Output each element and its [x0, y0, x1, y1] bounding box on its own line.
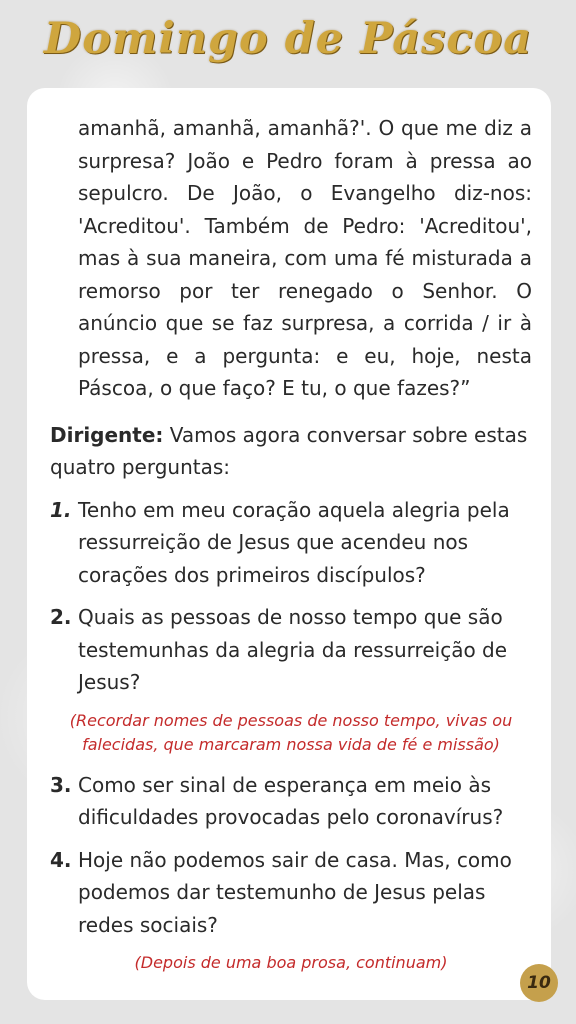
page-number-badge: 10 — [520, 964, 558, 1002]
leader-label: Dirigente: — [50, 422, 164, 447]
remember-note: (Recordar nomes de pessoas de nosso tempo, vivas ou falecidas, que marcaram nossa vida de fé e missão) — [69, 710, 513, 754]
leader-text: Vamos agora conversar sobre estas quatro perguntas: — [50, 422, 528, 479]
question-item-2 — [50, 601, 532, 699]
question-number: 1. — [50, 497, 72, 522]
question-text: Como ser sinal de esperança em meio às dificuldades provocadas pelo coronavírus? — [78, 772, 504, 829]
question-text: Quais as pessoas de nosso tempo que são testemunhas da alegria da ressurreição de Jesus? — [78, 605, 508, 694]
question-number: 2. — [50, 605, 72, 629]
question-text: Tenho em meu coração aquela alegria pela ressurreição de Jesus que acendeu nos corações dos primeiros discípulos? — [78, 497, 510, 587]
question-number: 4. — [50, 847, 72, 872]
after-note: (Depois de uma boa prosa, continuam) — [134, 953, 448, 972]
page-title: Domingo de Páscoa — [43, 14, 533, 64]
content-body — [50, 112, 532, 987]
question-number: 3. — [50, 772, 72, 797]
quote-paragraph: amanhã, amanhã, amanhã?'. O que me diz a surpresa? João e Pedro foram à pressa ao sepulcro. De João, o Evangelho diz-nos: 'Acreditou'. Também de Pedro: 'Acreditou', mas à sua maneira, com uma fé misturada a remorso por ter renegado o Senhor. O anúncio que se faz surpresa, a corrida / ir à pressa, e a pergunta: e eu, hoje, nesta Páscoa, o que faço? E tu, o que fazes?” — [78, 116, 532, 400]
question-item-1 — [50, 494, 532, 592]
question-item-4 — [50, 844, 532, 942]
leader-paragraph — [50, 419, 532, 484]
question-item-3 — [50, 769, 532, 834]
question-text: Hoje não podemos sair de casa. Mas, como podemos dar testemunho de Jesus pelas redes sociais? — [78, 847, 512, 937]
